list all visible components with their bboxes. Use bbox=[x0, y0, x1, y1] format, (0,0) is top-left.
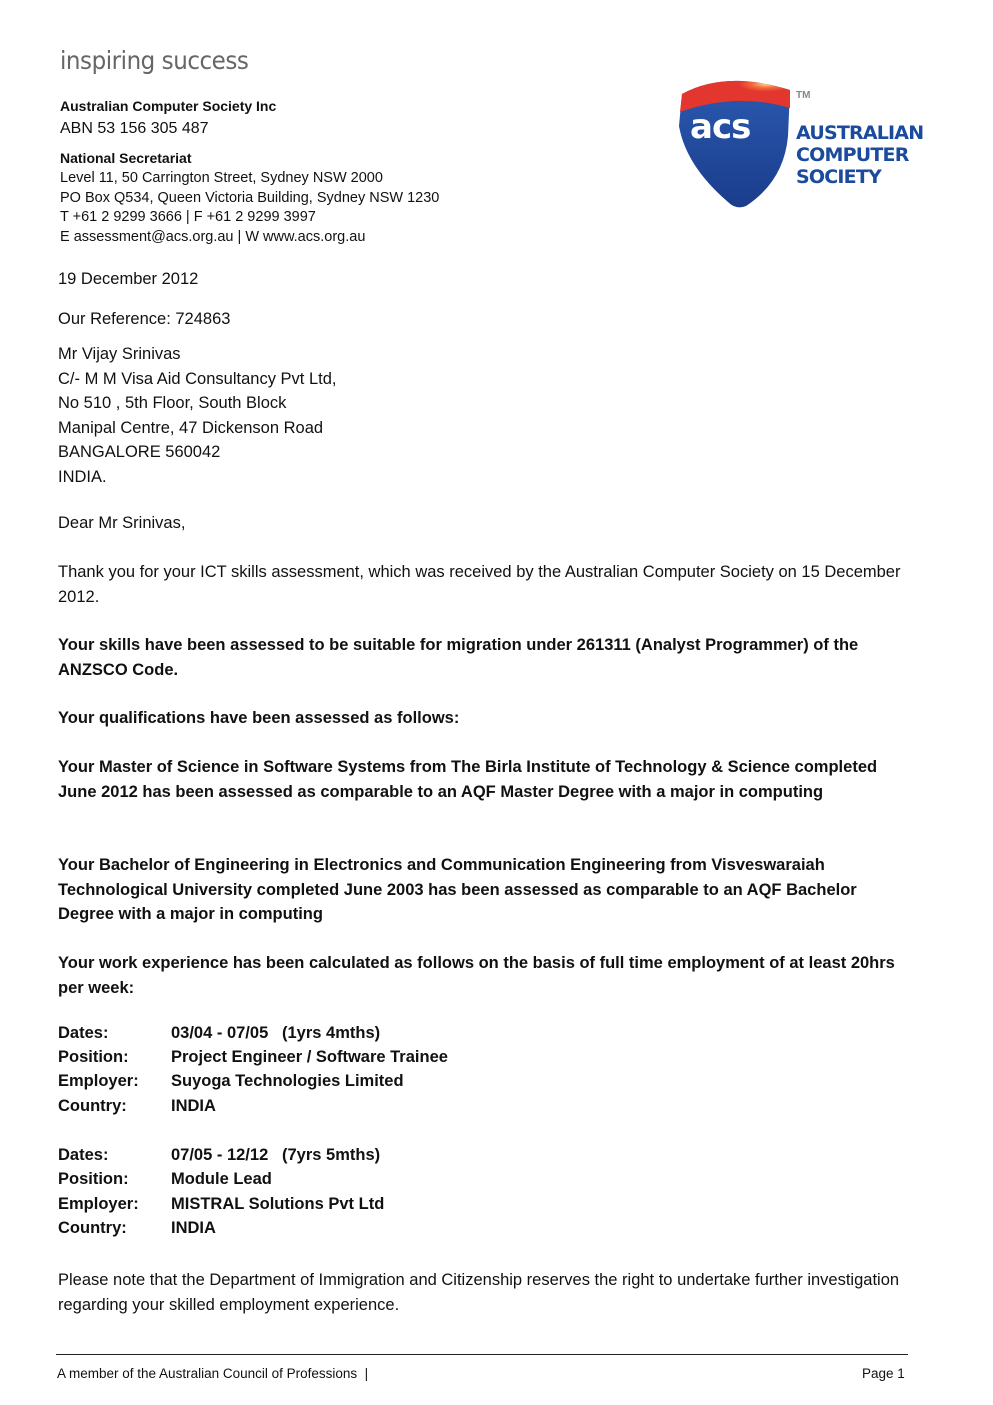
svg-text:acs: acs bbox=[690, 107, 751, 147]
abn: ABN 53 156 305 487 bbox=[60, 120, 209, 137]
position-value: Project Engineer / Software Trainee bbox=[171, 1048, 448, 1066]
trademark: TM bbox=[796, 90, 811, 101]
dates-label: Dates: bbox=[58, 1146, 109, 1164]
employer-value: MISTRAL Solutions Pvt Ltd bbox=[171, 1195, 385, 1213]
logo-wordmark bbox=[796, 122, 923, 188]
note-paragraph: Please note that the Department of Immigration and Citizenship reserves the right to undertake further investigation regarding your skilled employment experience. bbox=[58, 1271, 900, 1314]
employer-label: Employer: bbox=[58, 1072, 139, 1090]
footer-membership: A member of the Australian Council of Professions | bbox=[57, 1366, 369, 1381]
page-number: Page 1 bbox=[862, 1366, 905, 1381]
skills-statement: Your skills have been assessed to be suitable for migration under 261311 (Analyst Programmer) of the ANZSCO Code. bbox=[58, 636, 859, 679]
dates-value: 07/05 - 12/12 (7yrs 5mths) bbox=[171, 1146, 381, 1164]
address-line: Level 11, 50 Carrington Street, Sydney NSW 2000 bbox=[60, 170, 383, 186]
acs-shield-icon bbox=[676, 76, 796, 211]
experience-dates-row bbox=[58, 1024, 380, 1043]
secretariat-title: National Secretariat bbox=[60, 150, 192, 166]
intro-paragraph: Thank you for your ICT skills assessment, which was received by the Australian Computer Society on 15 December 2012. bbox=[58, 563, 901, 606]
recipient-line: Mr Vijay Srinivas bbox=[58, 345, 181, 363]
letter-date: 19 December 2012 bbox=[58, 270, 199, 288]
country-value: INDIA bbox=[171, 1219, 216, 1237]
org-name: Australian Computer Society Inc bbox=[60, 98, 277, 114]
country-value: INDIA bbox=[171, 1097, 216, 1115]
country-label: Country: bbox=[58, 1097, 127, 1115]
employer-label: Employer: bbox=[58, 1195, 139, 1213]
recipient-line: Manipal Centre, 47 Dickenson Road bbox=[58, 418, 324, 437]
tagline: inspiring success bbox=[60, 46, 249, 75]
salutation: Dear Mr Srinivas, bbox=[58, 514, 186, 532]
experience-country-row bbox=[58, 1097, 216, 1116]
reference-number: Our Reference: 724863 bbox=[58, 310, 231, 328]
dates-label: Dates: bbox=[58, 1024, 109, 1042]
dates-value: 03/04 - 07/05 (1yrs 4mths) bbox=[171, 1024, 381, 1042]
position-label: Position: bbox=[58, 1048, 129, 1066]
experience-employer-row bbox=[58, 1072, 404, 1091]
position-label: Position: bbox=[58, 1170, 129, 1188]
contact-phone-fax: T +61 2 9299 3666 | F +61 2 9299 3997 bbox=[60, 209, 316, 225]
experience-country-row bbox=[58, 1219, 216, 1238]
qualification-masters: Your Master of Science in Software Systems from The Birla Institute of Technology & Science completed June 2012 has been assessed as comparable to an AQF Master Degree with a major in computing bbox=[58, 758, 878, 801]
country-label: Country: bbox=[58, 1219, 127, 1237]
contact-email-web: E assessment@acs.org.au | W www.acs.org.au bbox=[60, 229, 366, 245]
logo-text-line: AUSTRALIAN bbox=[796, 122, 924, 144]
address-line: PO Box Q534, Queen Victoria Building, Sydney NSW 1230 bbox=[60, 190, 440, 206]
experience-dates-row bbox=[58, 1146, 380, 1165]
experience-position-row bbox=[58, 1048, 448, 1067]
experience-employer-row bbox=[58, 1195, 384, 1214]
logo-text-line: COMPUTER bbox=[796, 144, 909, 166]
recipient-line: C/- M M Visa Aid Consultancy Pvt Ltd, bbox=[58, 369, 337, 388]
position-value: Module Lead bbox=[171, 1170, 272, 1188]
experience-position-row bbox=[58, 1170, 272, 1189]
footer-divider bbox=[56, 1354, 908, 1355]
recipient-line: BANGALORE 560042 bbox=[58, 443, 221, 461]
recipient-line: INDIA. bbox=[58, 467, 107, 486]
qualification-bachelors: Your Bachelor of Engineering in Electronics and Communication Engineering from Visveswaraiah Technological University completed June 2003 has been assessed as comparable to an AQF Bachelor Degree with a major in computing bbox=[58, 856, 857, 923]
recipient-line: No 510 , 5th Floor, South Block bbox=[58, 394, 287, 412]
recipient-address bbox=[58, 342, 918, 489]
acs-logo bbox=[676, 76, 926, 211]
logo-text-line: SOCIETY bbox=[796, 166, 881, 188]
experience-heading: Your work experience has been calculated as follows on the basis of full time employment of at least 20hrs per week: bbox=[58, 954, 895, 997]
qualifications-heading: Your qualifications have been assessed as follows: bbox=[58, 709, 460, 727]
employer-value: Suyoga Technologies Limited bbox=[171, 1072, 404, 1090]
